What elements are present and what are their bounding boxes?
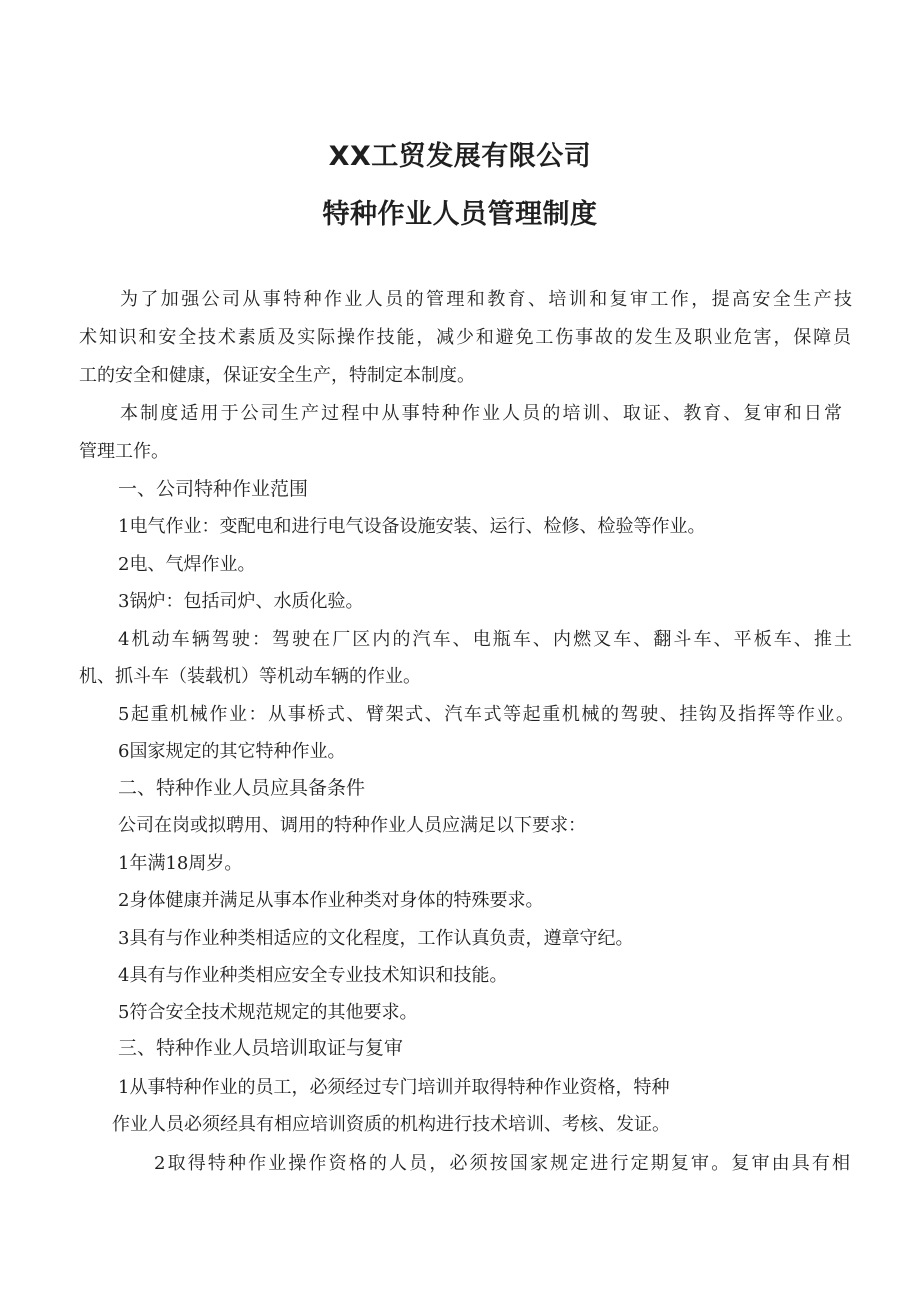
document-title: 特种作业人员管理制度 (322, 199, 598, 230)
section-2-item-4: 4具有与作业种类相应安全专业技术知识和技能。 (118, 965, 508, 986)
section-3-heading: 三、特种作业人员培训取证与复审 (118, 1037, 404, 1059)
section-2-item-2: 2身体健康并满足从事本作业种类对身体的特殊要求。 (118, 890, 544, 911)
intro-line-3: 工的安全和健康，保证安全生产，特制定本制度。 (79, 365, 475, 386)
section-3-item-2: 2取得特种作业操作资格的人员，必须按国家规定进行定期复审。复审由具有相 (154, 1153, 850, 1174)
section-1-item-2: 2电、气焊作业。 (118, 554, 256, 575)
section-1-item-6: 6国家规定的其它特种作业。 (118, 741, 346, 762)
company-title: XX工贸发展有限公司 (328, 141, 592, 172)
section-2-heading: 二、特种作业人员应具备条件 (118, 777, 366, 799)
section-2-item-3: 3具有与作业种类相适应的文化程度，工作认真负责，遵章守纪。 (118, 928, 634, 949)
section-2-item-1: 1年满18周岁。 (118, 853, 243, 874)
section-1-item-4: 4机动车辆驾驶：驾驶在厂区内的汽车、电瓶车、内燃叉车、翻斗车、平板车、推土 (118, 629, 852, 650)
section-1-item-1: 1电气作业：变配电和进行电气设备设施安装、运行、检修、检验等作业。 (118, 516, 706, 537)
section-3-item-1: 1从事特种作业的员工，必须经过专门培训并取得特种作业资格，特种 (118, 1077, 670, 1098)
section-2-lead: 公司在岗或拟聘用、调用的特种作业人员应满足以下要求： (118, 815, 586, 836)
section-3-item-1-cont: 作业人员必须经具有相应培训资质的机构进行技术培训、考核、发证。 (112, 1114, 670, 1135)
intro-line-2: 术知识和安全技术素质及实际操作技能，减少和避免工伤事故的发生及职业危害，保障员 (79, 327, 851, 348)
section-1-item-5: 5起重机械作业：从事桥式、臂架式、汽车式等起重机械的驾驶、挂钩及指挥等作业。 (118, 704, 854, 725)
intro-line-4: 本制度适用于公司生产过程中从事特种作业人员的培训、取证、教育、复审和日常 (120, 403, 842, 424)
section-1-heading: 一、公司特种作业范围 (118, 478, 309, 500)
intro-line-5: 管理工作。 (79, 441, 169, 462)
section-2-item-5: 5符合安全技术规范规定的其他要求。 (118, 1002, 418, 1023)
section-1-item-3: 3锅炉：包括司炉、水质化验。 (118, 591, 364, 612)
section-1-item-4-cont: 机、抓斗车（装载机）等机动车辆的作业。 (79, 666, 421, 687)
intro-line-1: 为了加强公司从事特种作业人员的管理和教育、培训和复审工作，提高安全生产技 (120, 289, 852, 310)
